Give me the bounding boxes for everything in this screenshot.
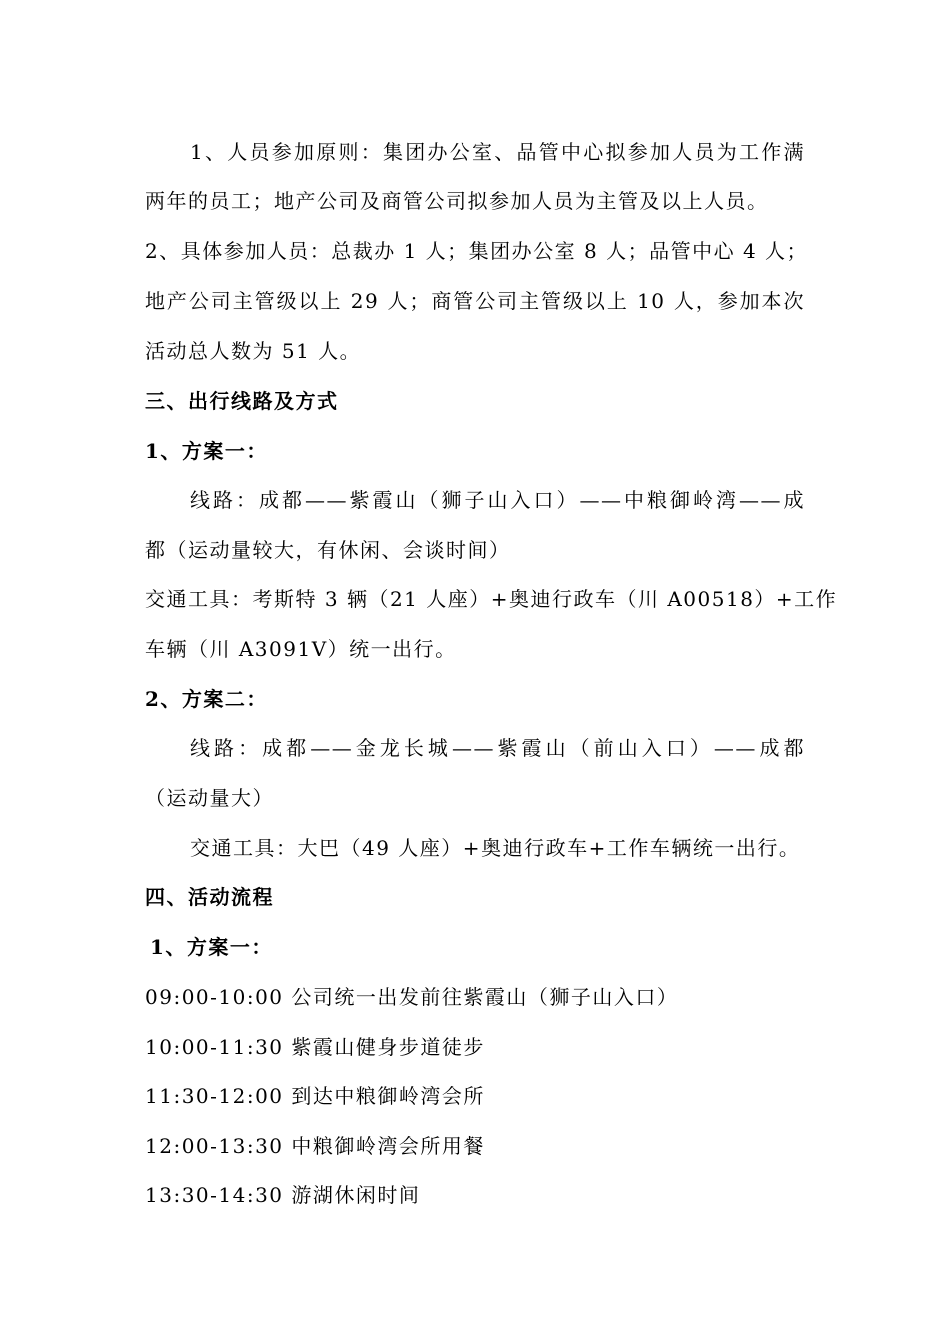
paragraph-line-1: 1、人员参加原则：集团办公室、品管中心拟参加人员为工作满 — [190, 140, 805, 164]
schedule-item-4: 12:00-13:30 中粮御岭湾会所用餐 — [145, 1134, 485, 1158]
paragraph-line-3: 2、具体参加人员：总裁办 1 人；集团办公室 8 人；品管中心 4 人； — [145, 239, 809, 263]
section-heading-3: 三、出行线路及方式 — [145, 389, 339, 413]
schedule-item-2: 10:00-11:30 紫霞山健身步道徒步 — [145, 1035, 485, 1059]
route-line-4: （运动量大） — [145, 786, 274, 810]
schedule-item-1: 09:00-10:00 公司统一出发前往紫霞山（狮子山入口） — [145, 985, 679, 1009]
section-heading-4: 四、活动流程 — [145, 885, 274, 909]
paragraph-line-5: 活动总人数为 51 人。 — [145, 339, 362, 363]
transport-line-3: 交通工具：大巴（49 人座）+奥迪行政车+工作车辆统一出行。 — [190, 836, 801, 860]
route-line-3: 线路：成都——金龙长城——紫霞山（前山入口）——成都 — [190, 736, 805, 760]
subheading-flow-plan-1: 1、方案一： — [150, 935, 273, 959]
subheading-plan-2: 2、方案二： — [145, 687, 268, 711]
route-line-2: 都（运动量较大，有休闲、会谈时间） — [145, 538, 511, 562]
paragraph-line-2: 两年的员工；地产公司及商管公司拟参加人员为主管及以上人员。 — [145, 189, 769, 213]
schedule-item-5: 13:30-14:30 游湖休闲时间 — [145, 1183, 421, 1207]
transport-line-1: 交通工具：考斯特 3 辆（21 人座）+奥迪行政车（川 A00518）+工作 — [145, 587, 838, 611]
transport-line-2: 车辆（川 A3091V）统一出行。 — [145, 637, 457, 661]
schedule-item-3: 11:30-12:00 到达中粮御岭湾会所 — [145, 1084, 485, 1108]
route-line-1: 线路：成都——紫霞山（狮子山入口）——中粮御岭湾——成 — [190, 488, 805, 512]
subheading-plan-1: 1、方案一： — [145, 439, 268, 463]
paragraph-line-4: 地产公司主管级以上 29 人；商管公司主管级以上 10 人，参加本次 — [145, 289, 805, 313]
